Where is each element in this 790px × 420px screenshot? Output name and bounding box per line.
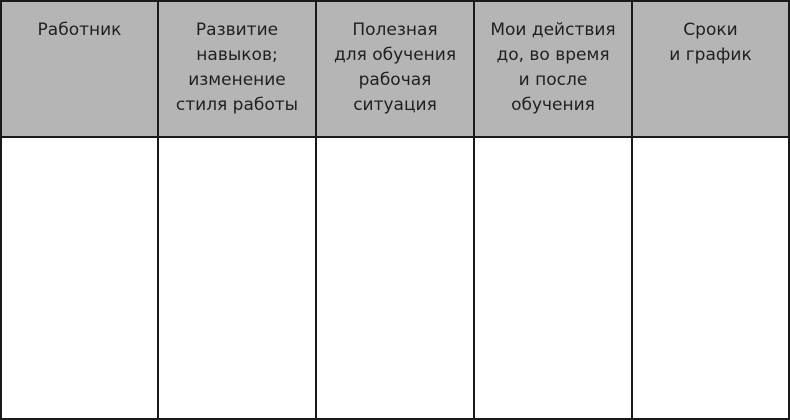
- table-cell-my-actions[interactable]: [475, 138, 633, 418]
- header-label-my-actions: Мои действия до, во время и после обучения: [490, 20, 616, 115]
- table-cell-learning-situation[interactable]: [317, 138, 475, 418]
- table-cell-employee[interactable]: [2, 138, 159, 418]
- table-cell-skill-development[interactable]: [159, 138, 317, 418]
- header-label-learning-situation: Полезная для обучения рабочая ситуация: [333, 20, 457, 115]
- header-cell-timeline: [633, 2, 788, 138]
- header-label-timeline: Сроки и график: [669, 20, 752, 65]
- header-cell-skill-development: [159, 2, 317, 138]
- table-cell-timeline[interactable]: [633, 138, 788, 418]
- header-cell-my-actions: [475, 2, 633, 138]
- header-label-employee: Работник: [37, 20, 122, 40]
- header-label-skill-development: Развитие навыков; изменение стиля работы: [175, 20, 299, 115]
- header-cell-learning-situation: [317, 2, 475, 138]
- header-cell-employee: [2, 2, 159, 138]
